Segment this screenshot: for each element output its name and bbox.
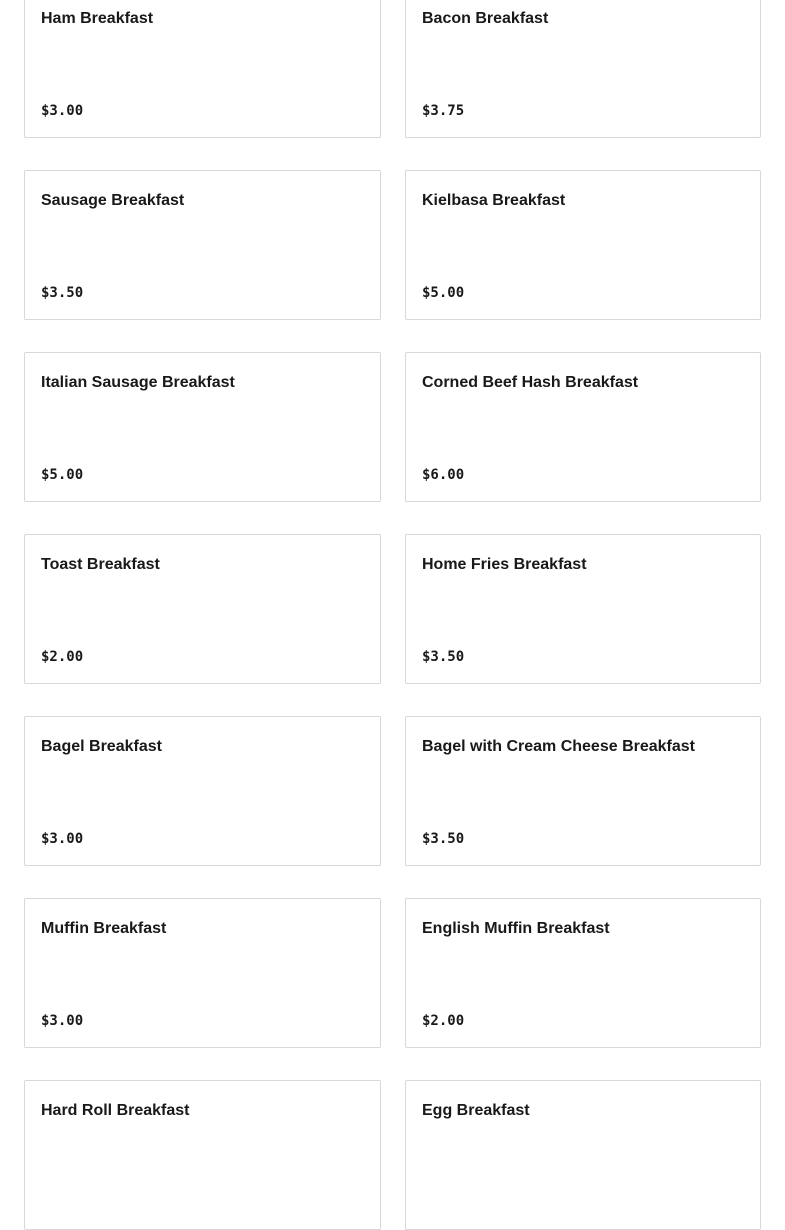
menu-item-price: $3.50 xyxy=(422,649,465,665)
menu-item-price: $3.75 xyxy=(422,103,465,119)
menu-item-card[interactable] xyxy=(24,0,381,138)
menu-item-name: Home Fries Breakfast xyxy=(422,556,587,573)
menu-item-price: $3.00 xyxy=(41,831,84,847)
menu-item-name: Bagel Breakfast xyxy=(41,738,162,755)
menu-item-card[interactable] xyxy=(24,898,381,1048)
menu-item-card[interactable] xyxy=(405,170,761,320)
menu-item-price: $5.00 xyxy=(422,285,465,301)
menu-item-name: Italian Sausage Breakfast xyxy=(41,374,235,391)
menu-item-price: $6.00 xyxy=(422,467,465,483)
menu-item-price: $2.00 xyxy=(422,1013,465,1029)
menu-item-card[interactable] xyxy=(405,352,761,502)
menu-item-price: $3.00 xyxy=(41,103,84,119)
menu-item-name: Toast Breakfast xyxy=(41,556,160,573)
menu-item-name: Egg Breakfast xyxy=(422,1102,530,1119)
menu-item-price: $2.00 xyxy=(41,649,84,665)
menu-item-name: Bacon Breakfast xyxy=(422,10,549,27)
menu-item-price: $3.50 xyxy=(41,285,84,301)
menu-item-card[interactable] xyxy=(24,716,381,866)
menu-item-price: $3.00 xyxy=(41,1013,84,1029)
menu-item-name: Hard Roll Breakfast xyxy=(41,1102,190,1119)
menu-item-price: $3.50 xyxy=(422,831,465,847)
menu-item-name: Ham Breakfast xyxy=(41,10,154,27)
menu-item-price: $5.00 xyxy=(41,467,84,483)
menu-item-name: Kielbasa Breakfast xyxy=(422,192,566,209)
menu-item-card[interactable] xyxy=(24,534,381,684)
menu-item-card[interactable] xyxy=(405,898,761,1048)
menu-item-card[interactable] xyxy=(405,534,761,684)
menu-item-name: Bagel with Cream Cheese Breakfast xyxy=(422,738,695,755)
menu-item-name: Muffin Breakfast xyxy=(41,920,167,937)
menu-item-card[interactable] xyxy=(405,0,761,138)
menu-item-grid xyxy=(24,0,761,1230)
menu-item-card[interactable] xyxy=(405,1080,761,1230)
menu-item-card[interactable] xyxy=(24,352,381,502)
menu-item-name: Sausage Breakfast xyxy=(41,192,185,209)
menu-item-card[interactable] xyxy=(405,716,761,866)
menu-item-card[interactable] xyxy=(24,170,381,320)
menu-item-card[interactable] xyxy=(24,1080,381,1230)
menu-item-name: English Muffin Breakfast xyxy=(422,920,610,937)
menu-item-name: Corned Beef Hash Breakfast xyxy=(422,374,639,391)
